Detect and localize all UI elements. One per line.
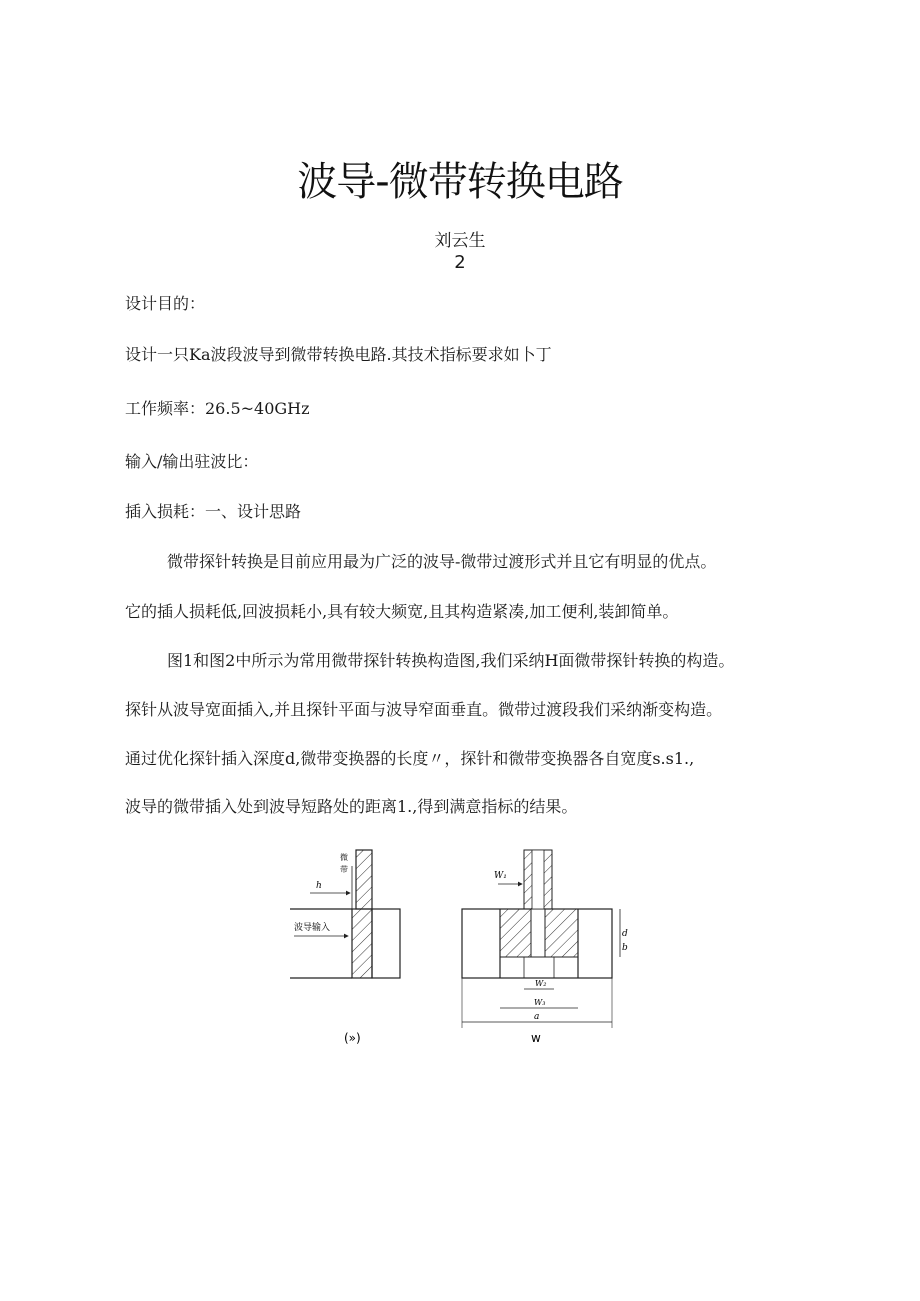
paragraph-1-line-1: 微带探针转换是目前应用最为广泛的波导-微带过渡形式并且它有明显的优点。 <box>167 552 717 571</box>
design-goal-text: 设计一只Ka波段波导到微带转换电路.其技术指标要求如卜丁 <box>125 345 552 364</box>
paragraph-2-line-1: 图1和图2中所示为常用微带探针转换构造图,我们采纳H面微带探针转换的构造。 <box>167 651 735 670</box>
figure-right-caption: w <box>531 1031 541 1045</box>
paragraph-2-line-3: 通过优化探针插入深度d,微带变换器的长度〃，探针和微带变换器各自宽度s.s1., <box>125 749 695 768</box>
page-number: 2 <box>454 252 466 273</box>
figure-right-front-view <box>462 850 628 1045</box>
figure-left-caption: (») <box>344 1031 361 1045</box>
label-w1: W₁ <box>494 871 507 881</box>
vswr-spec: 输入/输出驻波比： <box>125 452 259 471</box>
probe-transition-figures <box>288 846 628 1046</box>
label-d: d <box>622 929 628 939</box>
paragraph-2-line-4: 波导的微带插入处到波导短路处的距离1.,得到满意指标的结果。 <box>125 797 578 816</box>
figure-left-side-view <box>290 850 400 1045</box>
label-waveguide-input: 波导输入 <box>294 923 331 933</box>
label-microstrip-1: 微 <box>340 853 348 862</box>
paragraph-1-line-2: 它的插人损耗低,回波损耗小,具有较大频宽,且其构造紧凑,加工便利,装卸简单。 <box>125 602 679 621</box>
frequency-spec: 工作频率：26.5~40GHz <box>125 399 310 418</box>
label-w2: W₂ <box>535 979 547 988</box>
label-b: b <box>622 943 628 953</box>
page-title: 波导-微带转换电路 <box>297 159 623 205</box>
design-goal-label: 设计目的： <box>125 294 206 313</box>
author-name: 刘云生 <box>434 231 486 251</box>
label-microstrip-2: 带 <box>340 865 348 874</box>
label-a: a <box>534 1012 540 1022</box>
insertion-loss-spec: 插入损耗：一、设计思路 <box>125 502 302 521</box>
label-w3: W₃ <box>534 998 546 1007</box>
label-h: h <box>316 881 322 891</box>
paragraph-2-line-2: 探针从波导宽面插入,并且探针平面与波导窄面垂直。微带过渡段我们采纳渐变构造。 <box>125 700 723 719</box>
